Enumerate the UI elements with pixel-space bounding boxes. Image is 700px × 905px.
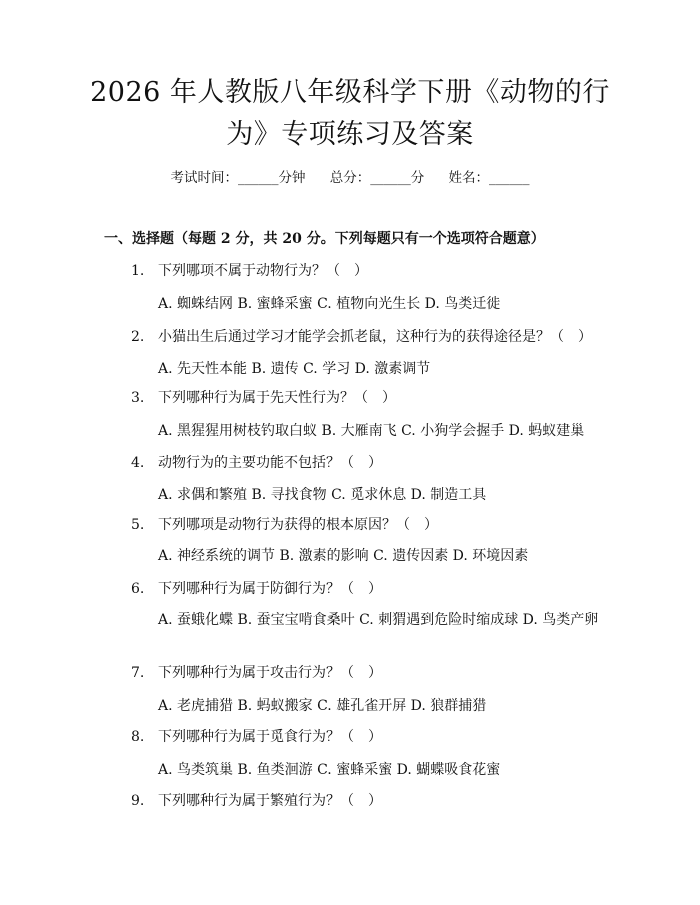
question-2: [131, 327, 592, 347]
student-name: 姓名：______: [448, 170, 530, 186]
question-3: [131, 388, 396, 408]
question-6: [131, 579, 382, 599]
question-text: 下列哪种行为属于攻击行为？（ ）: [158, 665, 382, 681]
question-7-options: A. 老虎捕猎 B. 蚂蚁搬家 C. 雄孔雀开屏 D. 狼群捕猎: [158, 698, 487, 714]
question-8: [131, 727, 382, 747]
section-heading: 一、选择题（每题 2 分，共 20 分。下列每题只有一个选项符合题意）: [104, 231, 545, 247]
question-text: 下列哪种行为属于先天性行为？（ ）: [158, 390, 396, 406]
question-3-options: A. 黑猩猩用树枝钓取白蚁 B. 大雁南飞 C. 小狗学会握手 D. 蚂蚁建巢: [158, 423, 585, 439]
question-4-options: A. 求偶和繁殖 B. 寻找食物 C. 觅求休息 D. 制造工具: [158, 487, 487, 503]
question-text: 下列哪项是动物行为获得的根本原因？（ ）: [158, 517, 438, 533]
question-number: 4.: [131, 455, 145, 471]
question-text: 下列哪项不属于动物行为？（ ）: [158, 263, 368, 279]
question-number: 5.: [131, 517, 145, 533]
question-number: 7.: [131, 665, 145, 681]
question-2-options: A. 先天性本能 B. 遗传 C. 学习 D. 激素调节: [158, 361, 431, 377]
question-1-options: A. 蜘蛛结网 B. 蜜蜂采蜜 C. 植物向光生长 D. 鸟类迁徙: [158, 296, 501, 312]
question-1: [131, 261, 368, 281]
question-text: 小猫出生后通过学习才能学会抓老鼠，这种行为的获得途径是？（ ）: [158, 329, 592, 345]
question-text: 下列哪种行为属于觅食行为？（ ）: [158, 729, 382, 745]
question-number: 6.: [131, 581, 145, 597]
question-8-options: A. 鸟类筑巢 B. 鱼类洄游 C. 蜜蜂采蜜 D. 蝴蝶吸食花蜜: [158, 762, 501, 778]
question-5-options: A. 神经系统的调节 B. 激素的影响 C. 遗传因素 D. 环境因素: [158, 548, 529, 564]
question-9: [131, 791, 382, 811]
document-title: 2026 年人教版八年级科学下册《动物的行为》专项练习及答案: [90, 77, 610, 150]
total-score: 总分：______分: [329, 170, 425, 186]
question-7: [131, 663, 382, 683]
question-6-options: A. 蚕蛾化蝶 B. 蚕宝宝啃食桑叶 C. 刺猬遇到危险时缩成球 D. 鸟类产卵: [158, 612, 599, 628]
exam-time: 考试时间：______分钟: [170, 170, 306, 186]
question-text: 下列哪种行为属于防御行为？（ ）: [158, 581, 382, 597]
question-4: [131, 453, 382, 473]
question-number: 9.: [131, 793, 145, 809]
question-number: 1.: [131, 263, 145, 279]
question-number: 8.: [131, 729, 145, 745]
question-5: [131, 515, 438, 535]
exam-meta: [0, 168, 700, 188]
question-number: 3.: [131, 390, 145, 406]
question-text: 下列哪种行为属于繁殖行为？（ ）: [158, 793, 382, 809]
question-number: 2.: [131, 329, 145, 345]
question-text: 动物行为的主要功能不包括？（ ）: [158, 455, 382, 471]
